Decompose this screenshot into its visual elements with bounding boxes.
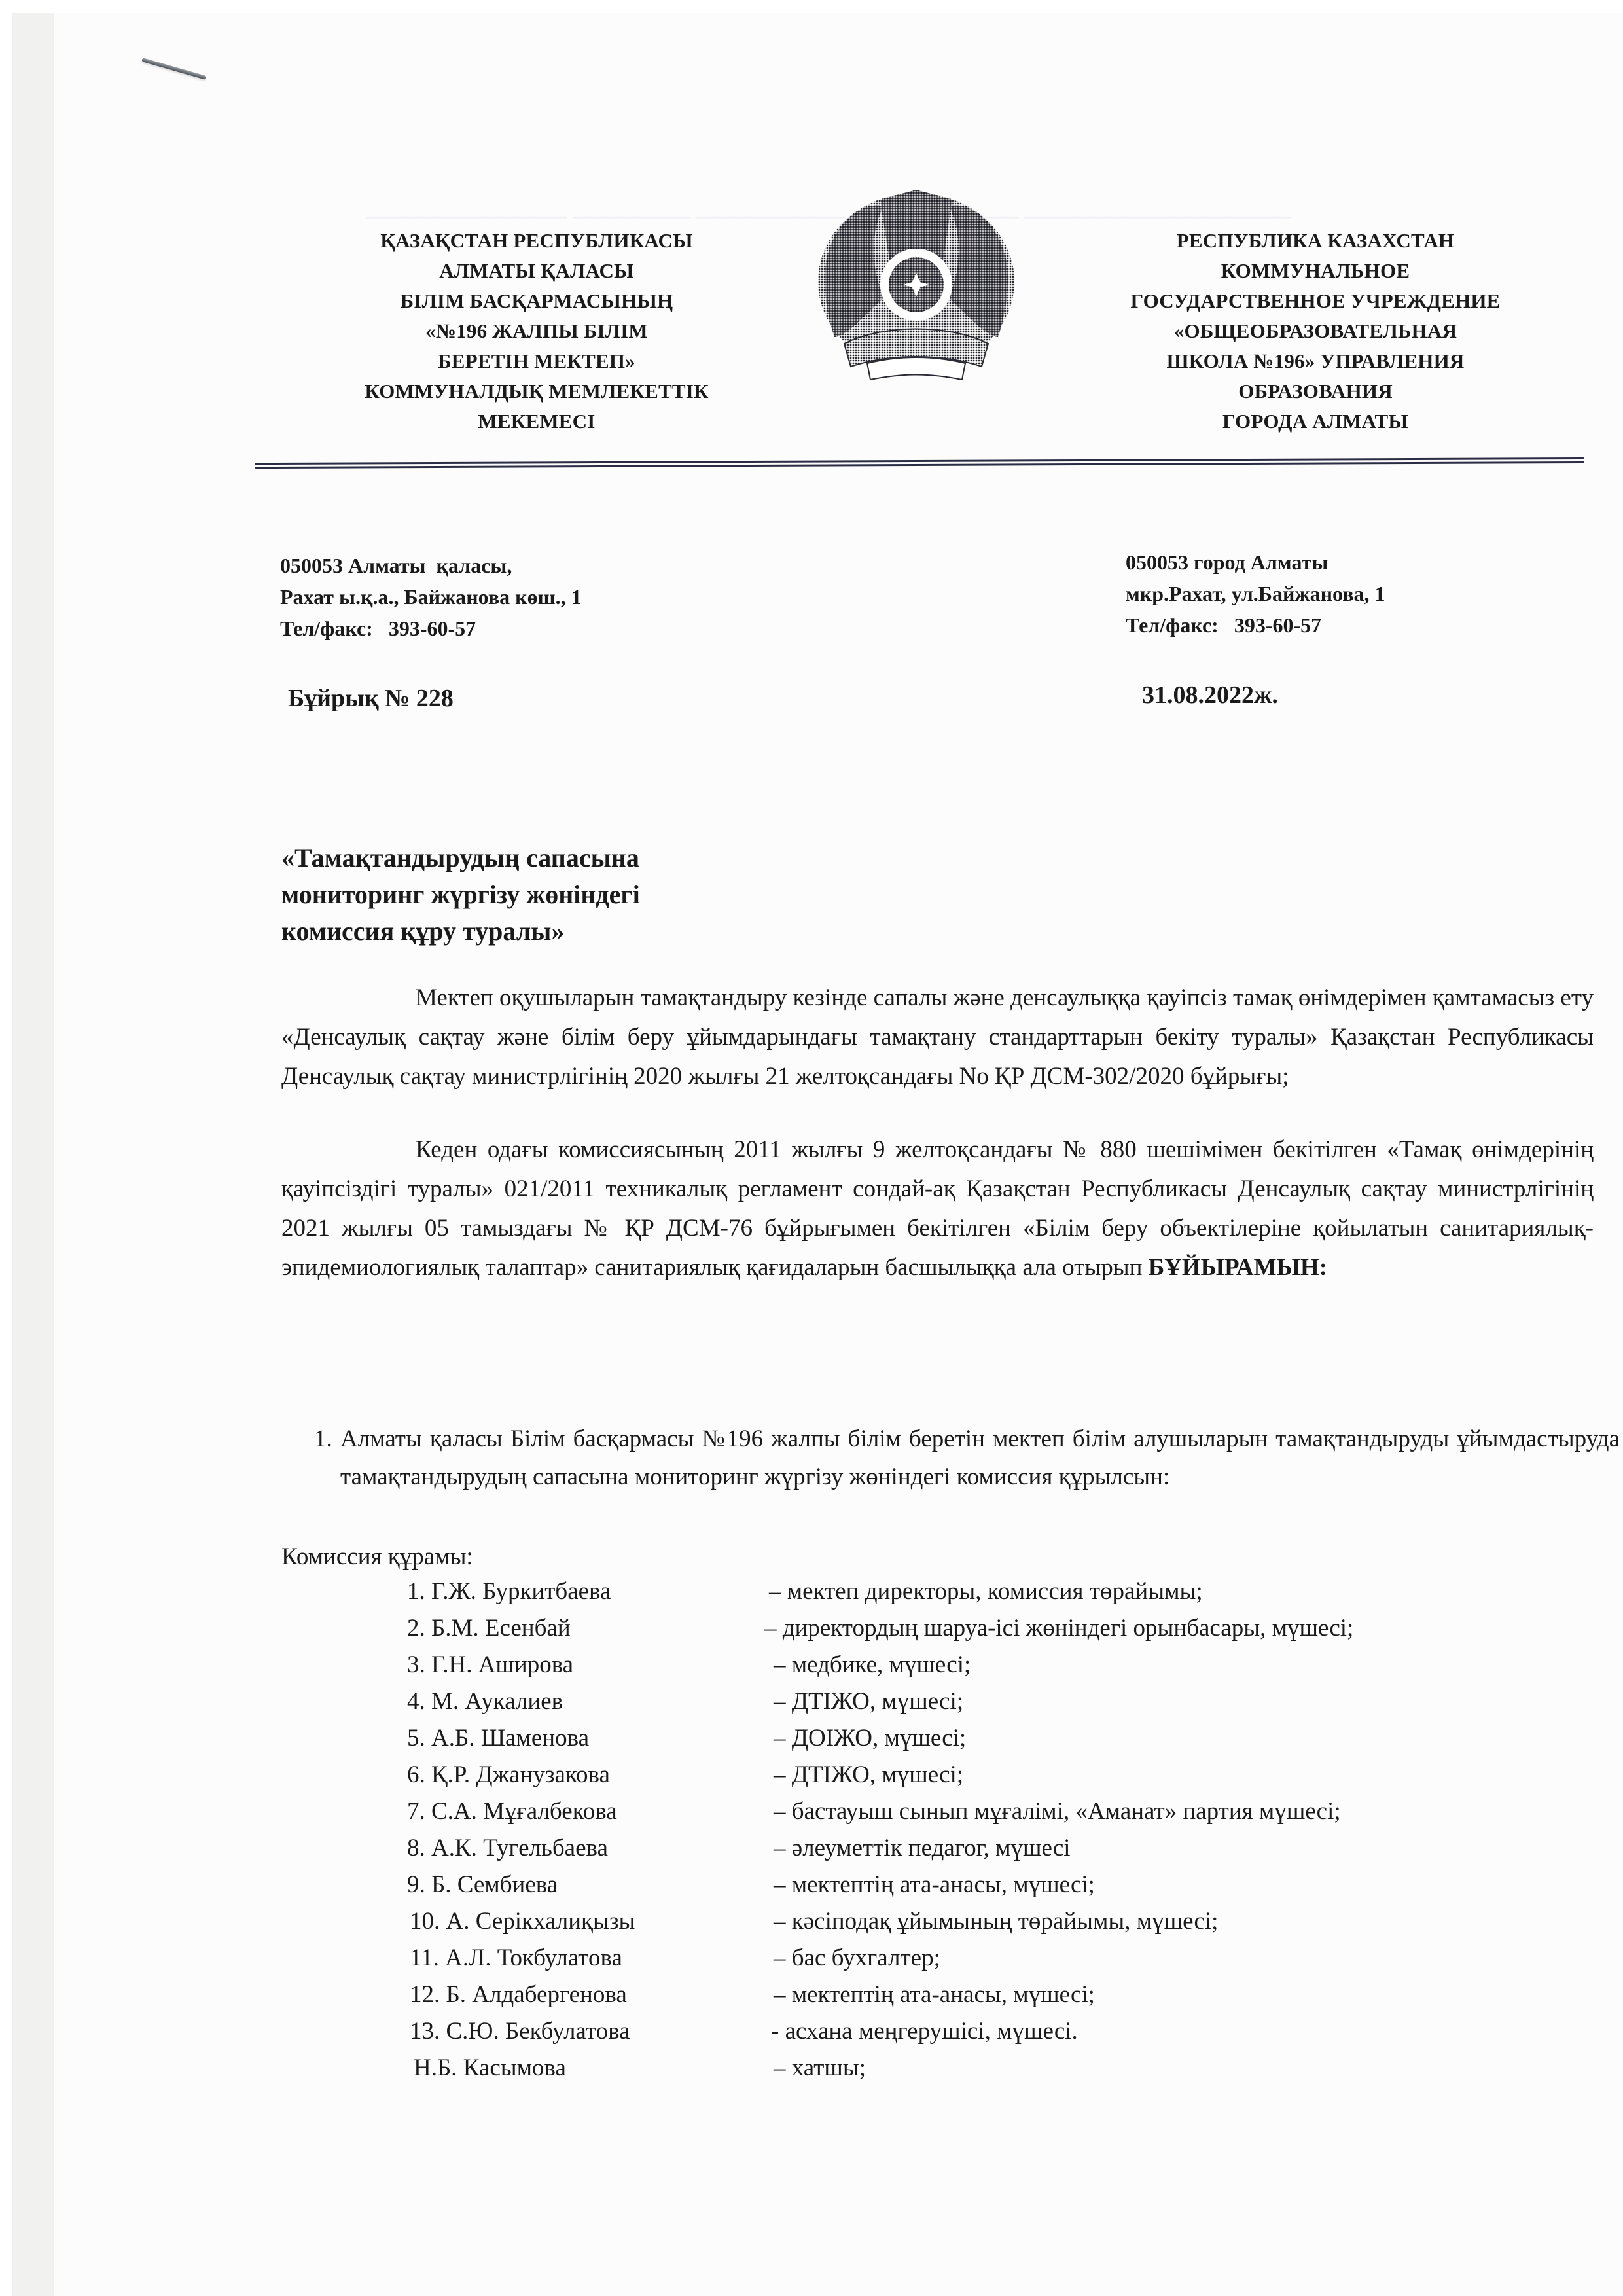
order-item-number: 1. xyxy=(314,1426,332,1452)
member-name: 1. Г.Ж. Буркитбаева xyxy=(407,1578,611,1605)
member-name: 13. С.Ю. Бекбулатова xyxy=(410,2018,630,2045)
header-kazakh-line: ҚАЗАҚСТАН РЕСПУБЛИКАСЫ xyxy=(380,229,693,252)
header-kazakh xyxy=(308,226,766,437)
member-role: – мектептің ата-анасы, мүшесі; xyxy=(774,1981,1095,2008)
header-kazakh-line: БЕРЕТІН МЕКТЕП» xyxy=(438,350,635,372)
member-role: – мектептің ата-анасы, мүшесі; xyxy=(774,1871,1095,1898)
member-name: 6. Қ.Р. Джанузакова xyxy=(407,1761,610,1788)
commission-member xyxy=(0,1867,1623,1903)
commission-member xyxy=(0,1793,1623,1830)
commission-member xyxy=(0,1977,1623,2013)
order-number: Бұйрық № 228 xyxy=(288,685,454,712)
header-kazakh-line: КОММУНАЛДЫҚ МЕМЛЕКЕТТІК xyxy=(365,380,709,403)
header-kazakh-line: «№196 ЖАЛПЫ БІЛІМ xyxy=(425,319,648,342)
header-russian xyxy=(1067,226,1564,437)
commission-member xyxy=(0,1573,1623,1610)
member-name: 10. А. Серікхалиқызы xyxy=(410,1908,635,1935)
member-name: 3. Г.Н. Аширова xyxy=(407,1651,574,1678)
commission-member xyxy=(0,1757,1623,1793)
header-russian-line: ШКОЛА №196» УПРАВЛЕНИЯ xyxy=(1166,350,1465,372)
commission-member xyxy=(0,1940,1623,1977)
preamble-paragraph-2-text: Кеден одағы комиссиясының 2011 жылғы 9 желтоқсандағы № 880 шешімімен бекітілген «Тамақ өнімдерінің қауіпсіздігі туралы» 021/2011 техникалық регламент сондай-ақ Қазақстан Республикасы Денсаулық сақтау министрлігінің 2021 жылғы 05 тамыздағы № ҚР ДСМ-76 бұйрығымен бекітілген «Білім беру объектілеріне қойылатын санитариялық-эпидемиологиялық талаптар» санитариялық қағидаларын басшылыққа ала отырып xyxy=(281,1136,1594,1281)
member-role: – ДТІЖО, мүшесі; xyxy=(774,1688,964,1715)
commission-member xyxy=(0,1683,1623,1720)
state-emblem-icon xyxy=(805,187,1027,389)
address-line: Тел/факс: 393-60-57 xyxy=(1126,613,1322,637)
order-title-line: комиссия құру туралы» xyxy=(281,916,565,946)
order-item-1 xyxy=(314,1420,1620,1496)
order-title xyxy=(281,840,640,950)
order-directive: БҰЙЫРАМЫН: xyxy=(1148,1254,1327,1281)
member-name: 8. А.К. Тугельбаева xyxy=(407,1835,608,1861)
header-russian-line: ОБРАЗОВАНИЯ xyxy=(1238,380,1393,403)
order-date: 31.08.2022ж. xyxy=(1142,681,1279,709)
preamble-paragraph-1: Мектеп оқушыларын тамақтандыру кезінде сапалы және денсаулыққа қауіпсіз тамақ өнімдерімен қамтамасыз ету «Денсаулық сақтау және білім беру ұйымдарындағы тамақтану стандарттарын бекіту туралы» Қазақстан Республикасы Денсаулық сақтау министрлігінің 2020 жылғы 21 желтоқсандағы No ҚР ДСМ-302/2020 бұйрығы; xyxy=(281,984,1594,1090)
member-name: Н.Б. Касымова xyxy=(414,2054,566,2081)
member-name: 12. Б. Алдабергенова xyxy=(410,1981,627,2008)
address-russian xyxy=(1126,547,1385,641)
order-title-line: мониторинг жүргізу жөніндегі xyxy=(281,880,640,909)
commission-member xyxy=(0,1610,1623,1647)
commission-member xyxy=(0,1830,1623,1867)
commission-member xyxy=(0,1903,1623,1940)
member-name: 4. М. Аукалиев xyxy=(407,1688,563,1715)
member-name: 11. А.Л. Токбулатова xyxy=(410,1945,622,1971)
commission-member xyxy=(0,2013,1623,2050)
staple-icon xyxy=(141,58,207,80)
header-russian-line: ГОРОДА АЛМАТЫ xyxy=(1222,410,1408,433)
member-role: – медбике, мүшесі; xyxy=(774,1651,971,1678)
member-role: – хатшы; xyxy=(774,2054,866,2081)
preamble-paragraph-2 xyxy=(281,1130,1594,1287)
order-title-line: «Тамақтандырудың сапасына xyxy=(281,843,639,872)
member-role: – ДТІЖО, мүшесі; xyxy=(774,1761,964,1788)
address-line: Рахат ы.қ.а., Байжанова көш., 1 xyxy=(280,585,582,609)
member-role: – әлеуметтік педагог, мүшесі xyxy=(774,1835,1071,1861)
address-line: 050053 город Алматы xyxy=(1126,550,1329,574)
address-line: мкр.Рахат, ул.Байжанова, 1 xyxy=(1126,582,1385,605)
header-russian-line: «ОБЩЕОБРАЗОВАТЕЛЬНАЯ xyxy=(1173,319,1457,342)
commission-label: Комиссия құрамы: xyxy=(281,1543,473,1570)
header-russian-line: ГОСУДАРСТВЕННОЕ УЧРЕЖДЕНИЕ xyxy=(1130,289,1501,312)
member-role: – кәсіподақ ұйымының төрайымы, мүшесі; xyxy=(774,1908,1219,1935)
member-role: – бастауыш сынып мұғалімі, «Аманат» партия мүшесі; xyxy=(774,1798,1341,1825)
address-line: 050053 Алматы қаласы, xyxy=(280,554,512,577)
member-name: 2. Б.М. Есенбай xyxy=(407,1615,571,1641)
commission-member xyxy=(0,1647,1623,1683)
member-name: 5. А.Б. Шаменова xyxy=(407,1725,590,1751)
member-role: – ДОІЖО, мүшесі; xyxy=(774,1725,967,1751)
address-line: Тел/факс: 393-60-57 xyxy=(280,617,476,640)
order-item-text: Алматы қаласы Білім басқармасы №196 жалпы білім беретін мектеп білім алушыларын тамақтандыруды ұйымдастыруда тамақтандырудың сапасына мониторинг жүргізу жөніндегі комиссия құрылсын: xyxy=(340,1426,1620,1490)
member-role: - асхана меңгерушісі, мүшесі. xyxy=(771,2018,1078,2045)
member-role: – бас бухгалтер; xyxy=(774,1945,940,1971)
member-role: – мектеп директоры, комиссия төрайымы; xyxy=(769,1578,1203,1605)
commission-member xyxy=(0,1720,1623,1757)
commission-member xyxy=(0,2050,1623,2087)
header-kazakh-line: АЛМАТЫ ҚАЛАСЫ xyxy=(439,259,634,282)
header-kazakh-line: МЕКЕМЕСІ xyxy=(478,410,596,433)
header-russian-line: КОММУНАЛЬНОЕ xyxy=(1221,259,1410,282)
member-name: 7. С.А. Мұғалбекова xyxy=(407,1798,617,1825)
member-name: 9. Б. Сембиева xyxy=(407,1871,558,1898)
member-role: – директордың шаруа-ісі жөніндегі орынбасары, мүшесі; xyxy=(764,1615,1354,1641)
address-kazakh xyxy=(280,550,582,644)
header-kazakh-line: БІЛІМ БАСҚАРМАСЫНЫҢ xyxy=(400,289,673,312)
header-russian-line: РЕСПУБЛИКА КАЗАХСТАН xyxy=(1176,229,1455,252)
